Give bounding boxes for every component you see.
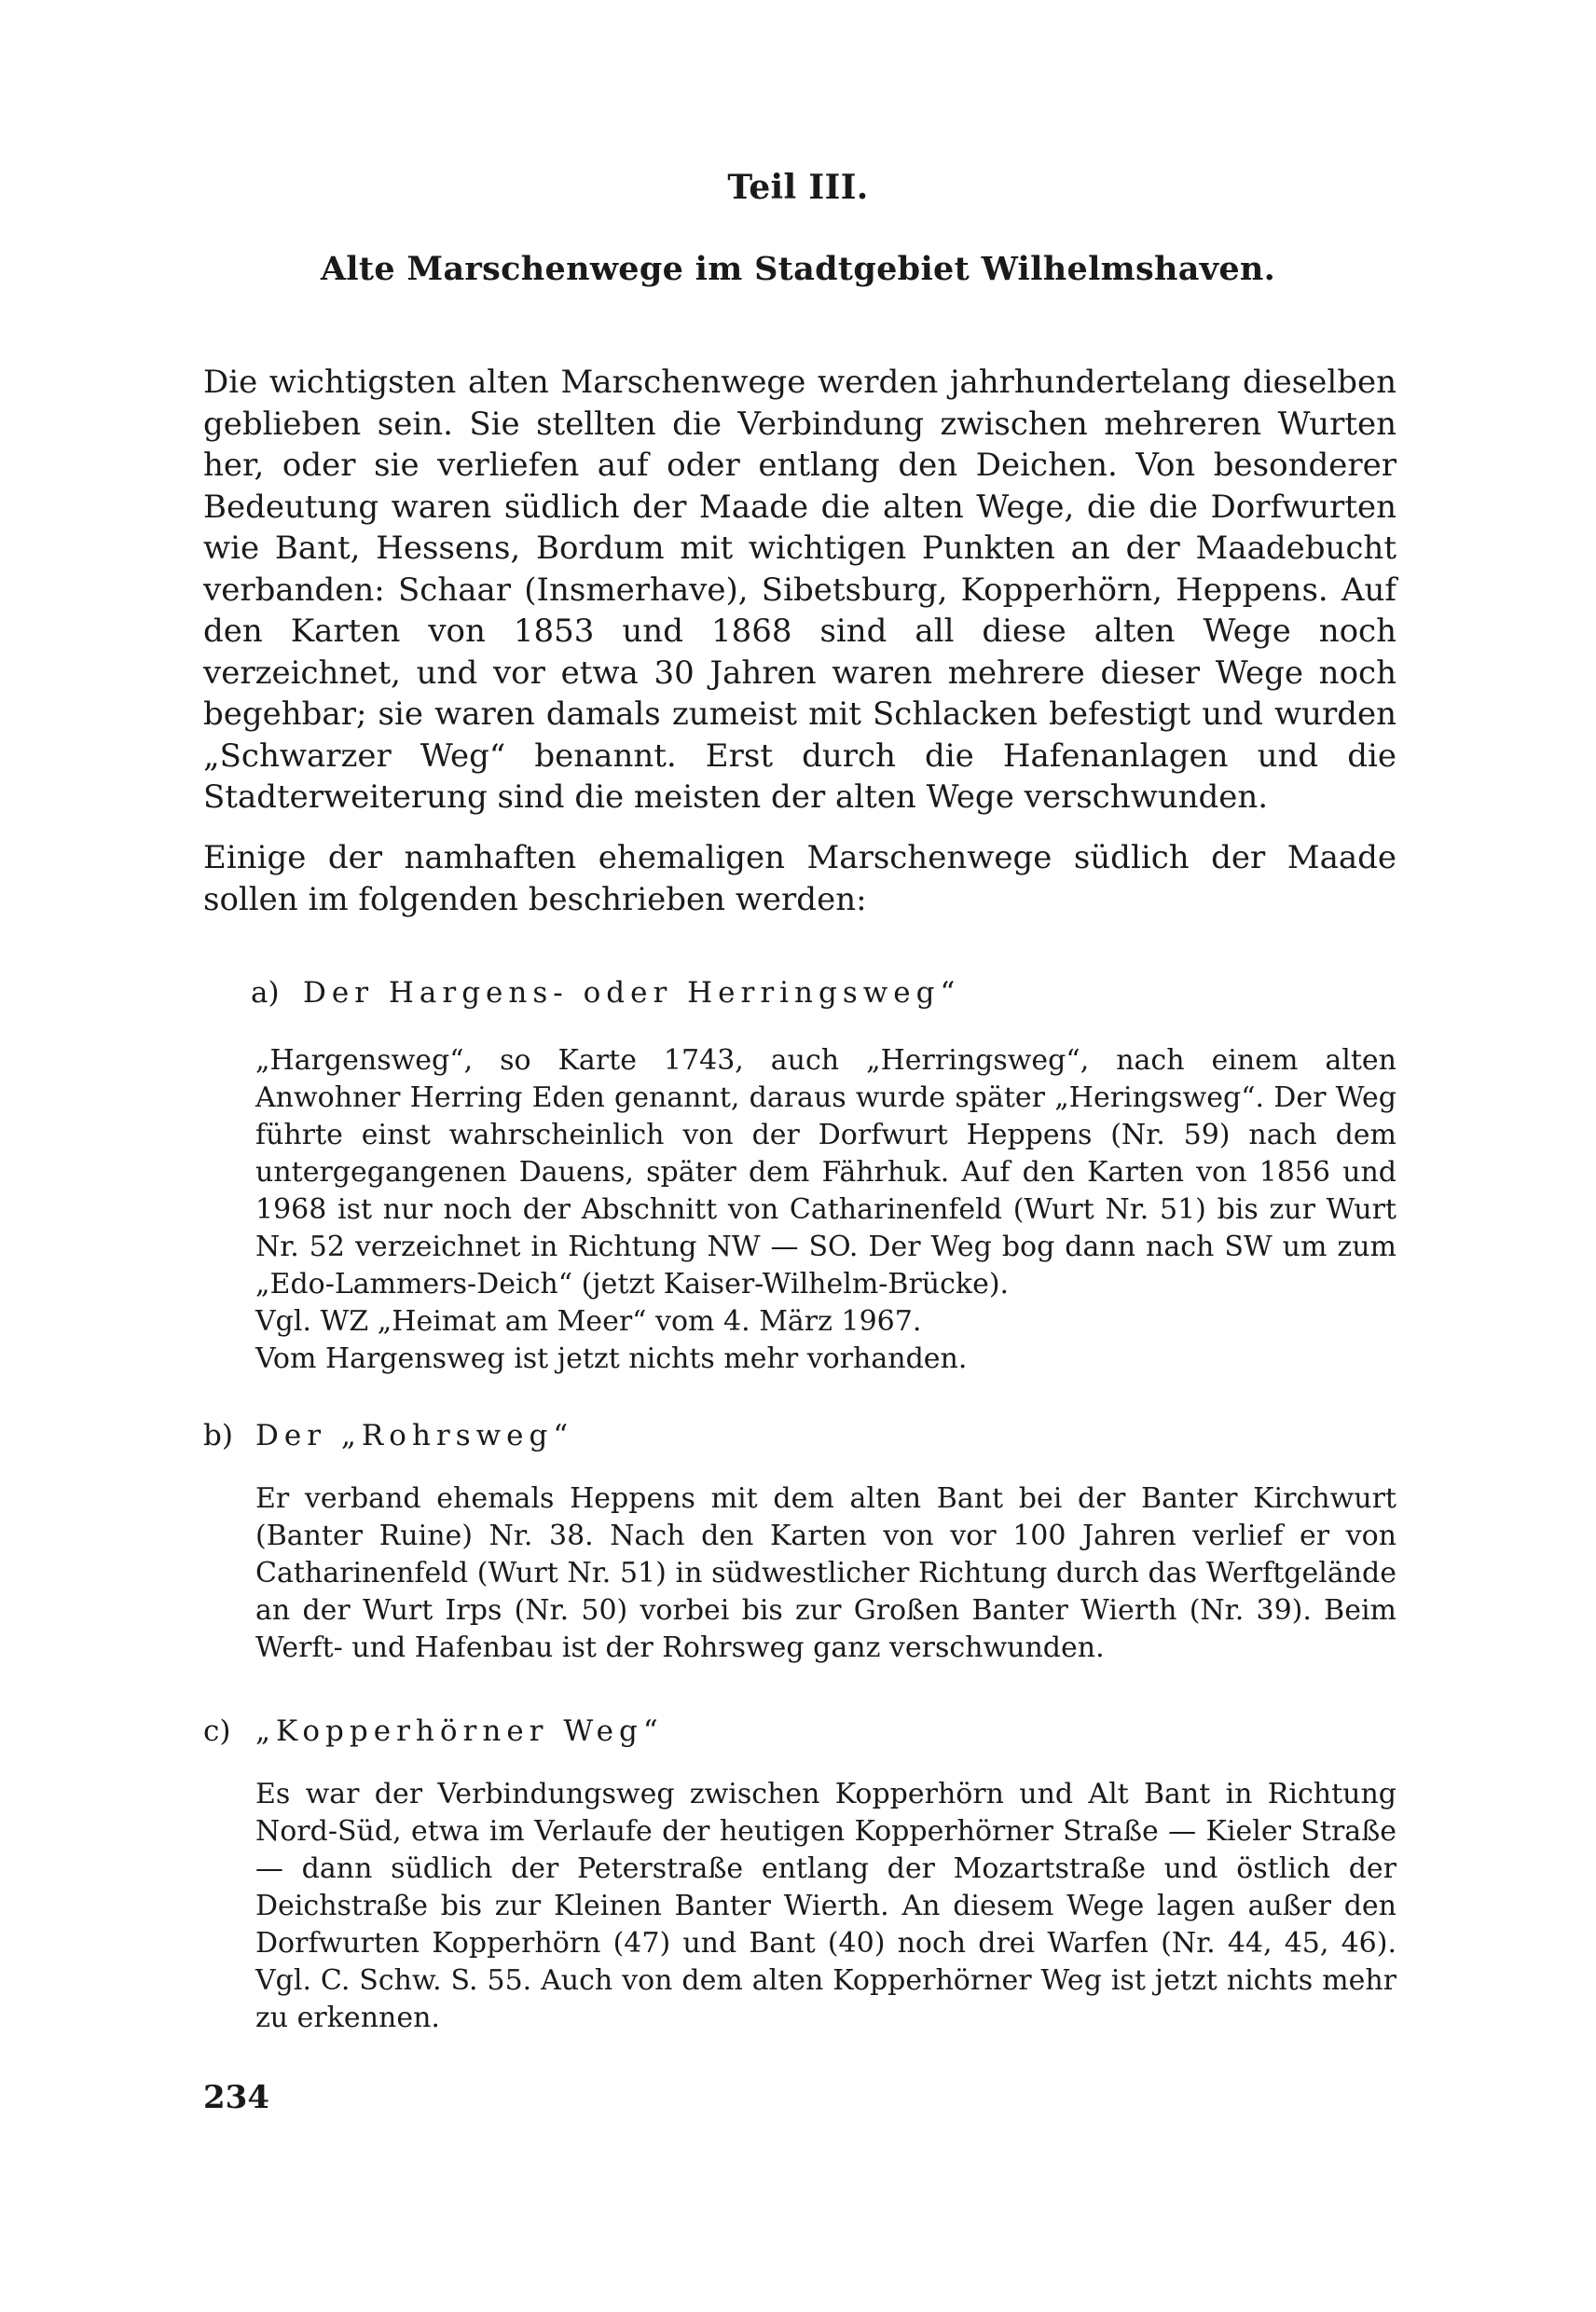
section-a-body	[255, 1042, 1396, 1378]
section-a-paragraph: „Hargensweg“, so Karte 1743, auch „Herringsweg“, nach einem alten Anwohner Herring Eden genannt, daraus wurde später „Heringsweg“. Der Weg führte einst wahrscheinlich von der Dorfwurt Heppens (Nr. 59) nach dem untergegangenen Dauens, später dem Fährhuk. Auf den Karten von 1856 und 1968 ist nur noch der Abschnitt von Catharinenfeld (Wurt Nr. 51) bis zur Wurt Nr. 52 verzeichnet in Richtung NW — SO. Der Weg bog dann nach SW um zum „Edo-Lammers-Deich“ (jetzt Kaiser-Wilhelm-Brücke).	[255, 1044, 1396, 1300]
section-b-marker: b)	[203, 1419, 233, 1452]
section-a-reference: Vgl. WZ „Heimat am Meer“ vom 4. März 1967.	[255, 1305, 922, 1338]
section-c-marker: c)	[203, 1714, 231, 1748]
section-c-paragraph: Es war der Verbindungsweg zwischen Kopperhörn und Alt Bant in Richtung Nord-Süd, etwa im Verlaufe der heutigen Kopperhörner Straße — Kieler Straße — dann südlich der Peterstraße entlang der Mozartstraße und östlich der Deichstraße bis zur Kleinen Banter Wierth. An diesem Wege lagen außer den Dorfwurten Kopperhörn (47) und Bant (40) noch drei Warfen (Nr. 44, 45, 46). Vgl. C. Schw. S. 55. Auch von dem alten Kopperhörner Weg ist jetzt nichts mehr zu erkennen.	[255, 1778, 1396, 2034]
page-number: 234	[203, 2079, 269, 2116]
section-a-marker: a)	[251, 976, 280, 1010]
intro-paragraph: Einige der namhaften ehemaligen Marschenwege südlich der Maade sollen im folgenden beschrieben werden:	[203, 839, 1396, 918]
section-b-title: Der „Rohrsweg“	[255, 1419, 574, 1452]
intro-paragraph: Die wichtigsten alten Marschenwege werden jahrhundertelang dieselben geblieben sein. Sie stellten die Verbindung zwischen mehreren Wurten her, oder sie verliefen auf oder entlang den Deichen. Von besonderer Bedeutung waren südlich der Maade die alten Wege, die die Dorfwurten wie Bant, Hessens, Bordum mit wichtigen Punkten an der Maadebucht verbanden: Schaar (Insmerhave), Sibetsburg, Kopperhörn, Heppens. Auf den Karten von 1853 und 1868 sind all diese alten Wege noch verzeichnet, und vor etwa 30 Jahren waren mehrere dieser Wege noch begehbar; sie waren damals zumeist mit Schlacken befestigt und wurden „Schwarzer Weg“ benannt. Erst durch die Hafenanlagen und die Stadterweiterung sind die meisten der alten Wege verschwunden.	[203, 364, 1396, 816]
section-c-body	[255, 1776, 1396, 2037]
section-a-heading	[251, 974, 960, 1012]
section-a-note: Vom Hargensweg ist jetzt nichts mehr vorhanden.	[255, 1342, 968, 1375]
section-b-body	[255, 1480, 1396, 1667]
section-a-title: Der Hargens- oder Herringsweg“	[303, 976, 961, 1010]
section-c-heading	[203, 1713, 664, 1750]
section-c-title: „Kopperhörner Weg“	[255, 1714, 664, 1748]
chapter-title: Alte Marschenwege im Stadtgebiet Wilhelmshaven.	[320, 250, 1276, 288]
part-title: Teil III.	[727, 168, 869, 207]
section-b-heading	[203, 1417, 573, 1454]
section-b-paragraph: Er verband ehemals Heppens mit dem alten Bant bei der Banter Kirchwurt (Banter Ruine) Nr. 38. Nach den Karten von vor 100 Jahren verlief er von Catharinenfeld (Wurt Nr. 51) in südwestlicher Richtung durch das Werftgelände an der Wurt Irps (Nr. 50) vorbei bis zur Großen Banter Wierth (Nr. 39). Beim Werft- und Hafenbau ist der Rohrsweg ganz verschwunden.	[255, 1482, 1396, 1664]
